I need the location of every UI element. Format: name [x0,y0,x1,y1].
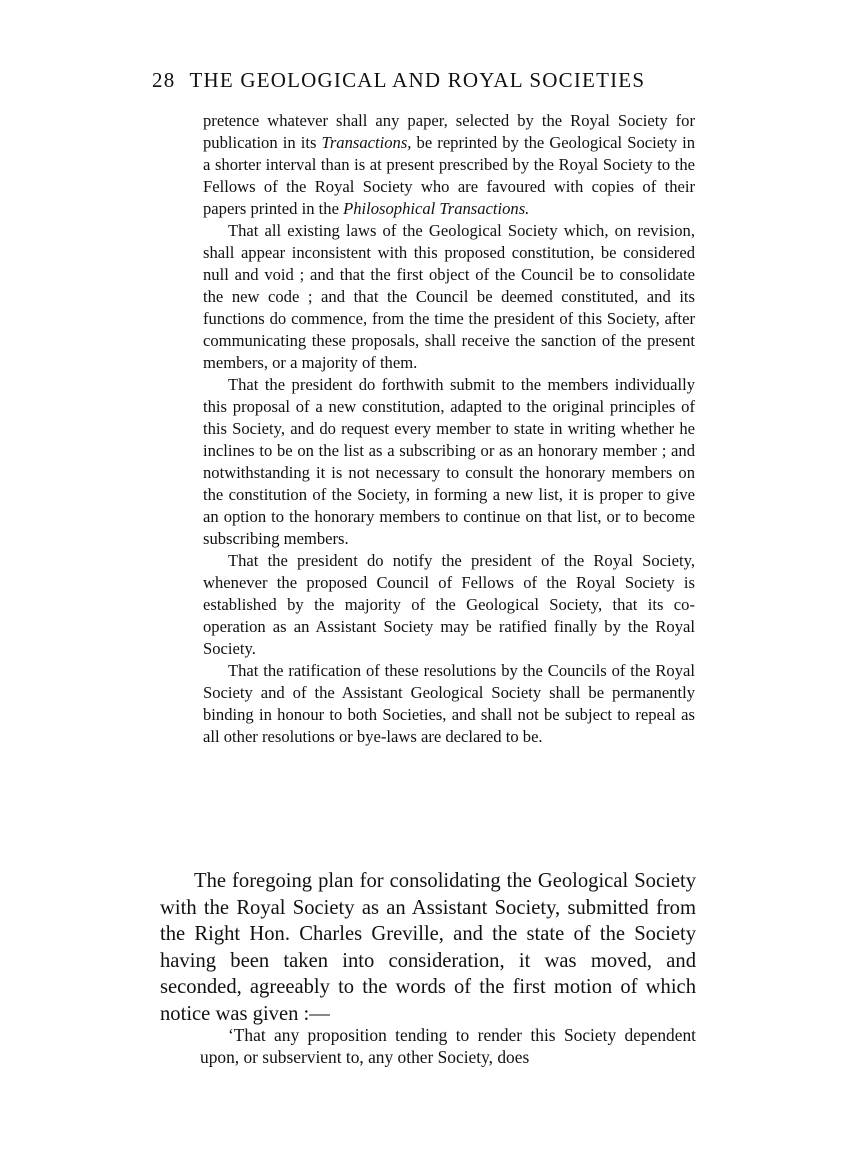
motion-quote: ‘That any proposition tending to render this Society dependent upon, or subservient to, any other Society, does [200,1025,696,1067]
running-title: THE GEOLOGICAL AND ROYAL SOCIETIES [189,68,646,92]
page-number: 28 [152,68,176,92]
resolution-continuation: pretence whatever shall any paper, selected by the Royal Society for publication in its Transactions, be reprinted by the Geological Society in a shorter interval than is at present prescribed by the Royal Society to the Fellows of the Royal Society who are favoured with copies of their papers printed in the Philosophical Transactions. [203,111,695,218]
resolution-notify-president: That the president do notify the president of the Royal Society, whenever the proposed Council of Fellows of the Royal Society is established by the majority of the Geological Society, that its co-operation as an Assistant Society may be ratified finally by the Royal Society. [203,551,695,658]
quoted-resolutions [203,110,695,748]
running-header [152,68,712,93]
italic-philosophical-transactions: Philosophical Transactions. [343,199,530,218]
resolution-ratification: That the ratification of these resolutions by the Councils of the Royal Society and of the Assistant Geological Society shall be permanently binding in honour to both Societies, and shall not be subject to repeal as all other resolutions or bye-laws are declared to be. [203,661,695,746]
resolution-submit-proposal: That the president do forthwith submit to the members individually this proposal of a new constitution, adapted to the original principles of this Society, and do request every member to state in writing whether he inclines to be on the list as a subscribing or as an honorary member ; and notwithstanding it is not necessary to consult the honorary members on the constitution of the Society, in forming a new list, it is proper to give an option to the honorary members to continue on that list, or to become subscribing members. [203,375,695,548]
italic-transactions: Transactions, [321,133,412,152]
body-paragraph: The foregoing plan for consolidating the Geological Society with the Royal Society as an Assistant Society, submitted from the Right Hon. Charles Greville, and the state of the Society having been taken into consideration, it was moved, and seconded, agreeably to the words of the first motion of which notice was given :— [160,870,696,1025]
resolution-existing-laws: That all existing laws of the Geological Society which, on revision, shall appear inconsistent with this proposed constitution, be considered null and void ; and that the first object of the Council be to consolidate the new code ; and that the Council be deemed constituted, and its functions do commence, from the time the president of this Society, after communicating these proposals, shall receive the sanction of the present members, or a majority of them. [203,221,695,372]
